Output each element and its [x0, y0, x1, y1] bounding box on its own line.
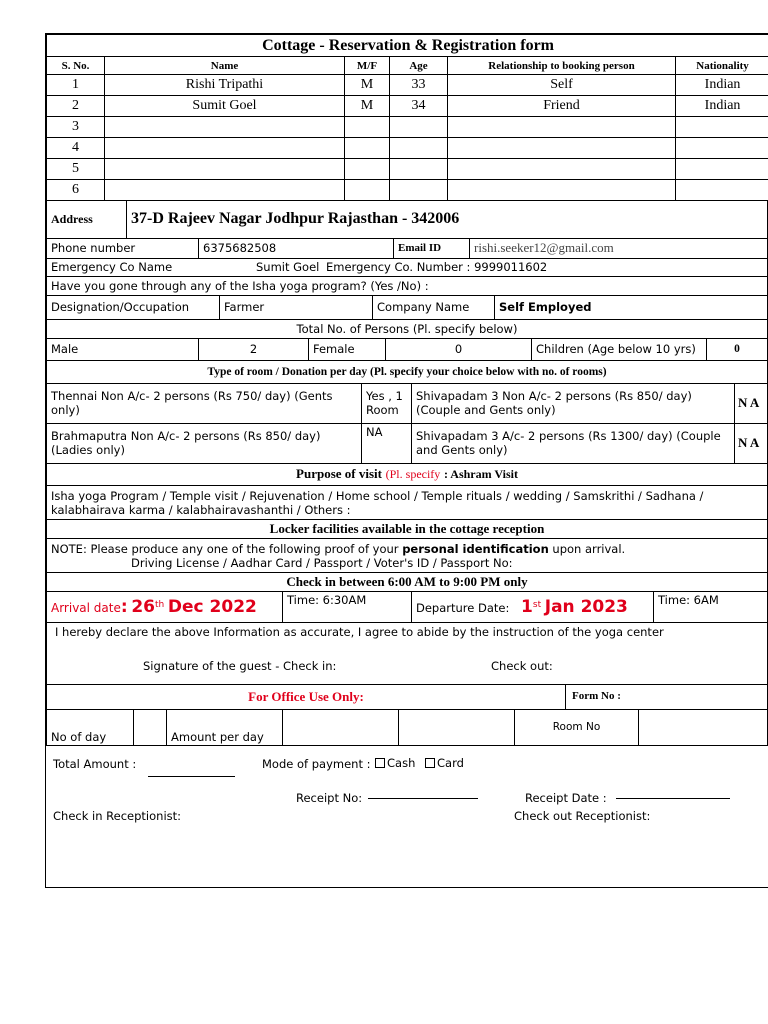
room-shivapadam-ac-choice[interactable]: N A [735, 423, 768, 463]
person-gender[interactable] [345, 138, 390, 159]
payment-section [46, 746, 768, 826]
arrival-rest[interactable]: Dec 2022 [167, 596, 257, 617]
female-value[interactable]: 0 [386, 339, 532, 361]
person-age[interactable] [390, 159, 448, 180]
header-nationality: Nationality [676, 57, 768, 75]
person-sno: 5 [47, 159, 105, 180]
room-thennai-choice[interactable]: Yes , 1 Room [362, 383, 412, 423]
reservation-form [45, 33, 768, 888]
male-label: Male [47, 339, 199, 361]
checkin-heading: Check in between 6:00 AM to 9:00 PM only [47, 573, 768, 592]
emergency-name-label: Emergency Co Name [51, 260, 173, 275]
persons-count-table [46, 320, 768, 339]
no-of-day-label: No of day [47, 710, 134, 745]
departure-label: Departure Date: [416, 600, 510, 615]
departure-rest[interactable]: Jan 2023 [544, 596, 628, 617]
card-checkbox[interactable] [425, 758, 435, 768]
amount-per-day-input[interactable] [283, 710, 399, 745]
table-row [47, 117, 768, 138]
header-name: Name [105, 57, 345, 75]
locker-heading: Locker facilities available in the cottage reception [47, 520, 768, 539]
signature-label: Signature of the guest - Check in: [143, 658, 337, 673]
room-type-table [46, 361, 768, 464]
mode-of-payment-label: Mode of payment : [262, 756, 371, 771]
cash-checkbox[interactable] [375, 758, 385, 768]
note-prefix: NOTE: Please produce any one of the following proof of your [51, 541, 399, 556]
person-relationship[interactable]: Self [448, 75, 676, 96]
isha-question[interactable]: Have you gone through any of the Isha yoga program? (Yes /No) : [47, 276, 768, 295]
room-thennai: Thennai Non A/c- 2 persons (Rs 750/ day) (Gents only) [47, 383, 362, 423]
purpose-label: Purpose of visit [296, 466, 382, 482]
form-title: Cottage - Reservation & Registration form [47, 35, 768, 57]
purpose-specify: (Pl. specify [385, 467, 441, 482]
person-name[interactable] [105, 180, 345, 201]
table-row [47, 138, 768, 159]
office-use-table [46, 710, 768, 746]
person-name[interactable] [105, 159, 345, 180]
person-nationality[interactable] [676, 117, 768, 138]
person-gender[interactable]: M [345, 75, 390, 96]
table-row [47, 180, 768, 201]
total-amount-line[interactable] [148, 776, 235, 777]
room-type-heading: Type of room / Donation per day (Pl. specify your choice below with no. of rooms) [47, 361, 768, 383]
person-sno: 4 [47, 138, 105, 159]
header-age: Age [390, 57, 448, 75]
person-age[interactable]: 33 [390, 75, 448, 96]
declaration-table [46, 623, 768, 711]
declaration-text: I hereby declare the above Information as accurate, I agree to abide by the instruction of the yoga center [55, 624, 664, 639]
arrival-suffix: th [155, 599, 165, 610]
emergency-name-value[interactable]: Sumit Goel [256, 260, 320, 275]
header-relationship: Relationship to booking person [448, 57, 676, 75]
note-suffix: upon arrival. [552, 541, 626, 556]
room-brahmaputra-choice[interactable]: NA [362, 423, 412, 463]
room-brahmaputra: Brahmaputra Non A/c- 2 persons (Rs 850/ day) (Ladies only) [47, 423, 362, 463]
purpose-options: Isha yoga Program / Temple visit / Rejuvenation / Home school / Temple rituals / wedding / Samskrithi / Sadhana / kalabhairava karma / kalabhairavashanthi / Others : [47, 486, 768, 520]
person-gender[interactable]: M [345, 96, 390, 117]
person-gender[interactable] [345, 180, 390, 201]
table-row [47, 75, 768, 96]
person-name[interactable] [105, 138, 345, 159]
contact-table [46, 239, 768, 260]
total-persons-label: Total No. of Persons (Pl. specify below) [47, 320, 768, 338]
person-sno: 6 [47, 180, 105, 201]
arrival-colon: : [120, 596, 128, 617]
card-label: Card [437, 755, 464, 770]
emergency-number[interactable]: Emergency Co. Number : 9999011602 [326, 260, 548, 275]
designation-label: Designation/Occupation [47, 296, 220, 320]
gender-count-table [46, 339, 768, 362]
children-label: Children (Age below 10 yrs) [532, 339, 707, 361]
female-label: Female [309, 339, 386, 361]
receipt-no-line[interactable] [368, 798, 478, 799]
children-value[interactable]: 0 [707, 339, 768, 361]
checkout-label: Check out: [491, 658, 553, 673]
person-sno: 2 [47, 96, 105, 117]
person-relationship[interactable] [448, 138, 676, 159]
room-shivapadam-nonac: Shivapadam 3 Non A/c- 2 persons (Rs 850/ day) (Couple and Gents only) [412, 383, 735, 423]
arrival-time[interactable]: Time: 6:30AM [283, 592, 412, 622]
person-nationality[interactable]: Indian [676, 96, 768, 117]
person-name[interactable]: Sumit Goel [105, 96, 345, 117]
person-age[interactable] [390, 138, 448, 159]
person-gender[interactable] [345, 117, 390, 138]
office-use-row [47, 685, 768, 710]
company-value[interactable]: Self Employed [495, 296, 768, 320]
dates-table [46, 592, 768, 623]
company-label: Company Name [373, 296, 495, 320]
note-bold: personal identification [402, 541, 549, 556]
person-name[interactable] [105, 117, 345, 138]
total-amount-label: Total Amount : [53, 756, 137, 771]
address-label: Address [47, 201, 127, 238]
person-age[interactable] [390, 180, 448, 201]
departure-day[interactable]: 1 [521, 596, 533, 617]
occupation-table [46, 296, 768, 321]
phone-label: Phone number [47, 239, 199, 259]
receipt-no-label: Receipt No: [296, 790, 363, 805]
person-age[interactable] [390, 117, 448, 138]
room-no-input[interactable] [639, 710, 768, 745]
person-nationality[interactable]: Indian [676, 75, 768, 96]
person-age[interactable]: 34 [390, 96, 448, 117]
room-no-label: Room No [515, 710, 639, 745]
phone-value[interactable]: 6375682508 [199, 239, 394, 259]
emergency-table [46, 259, 768, 296]
email-label: Email ID [394, 239, 470, 259]
address-table [46, 201, 768, 239]
departure-time[interactable]: Time: 6AM [654, 592, 768, 622]
cash-option[interactable] [375, 756, 464, 770]
cash-label: Cash [387, 755, 416, 770]
checkin-receptionist-label: Check in Receptionist: [53, 808, 182, 823]
office-blank-field[interactable] [399, 710, 515, 745]
room-shivapadam-ac: Shivapadam 3 A/c- 2 persons (Rs 1300/ day) (Couple and Gents only) [412, 423, 735, 463]
table-row [47, 96, 768, 117]
person-name[interactable]: Rishi Tripathi [105, 75, 345, 96]
receipt-date-line[interactable] [616, 798, 730, 799]
form-no-label: Form No : [565, 685, 767, 709]
person-relationship[interactable]: Friend [448, 96, 676, 117]
amount-per-day-label: Amount per day [167, 710, 283, 745]
table-row [47, 159, 768, 180]
purpose-row [47, 464, 768, 486]
male-value[interactable]: 2 [199, 339, 309, 361]
person-sno: 3 [47, 117, 105, 138]
purpose-table [46, 464, 768, 593]
person-nationality[interactable] [676, 159, 768, 180]
person-gender[interactable] [345, 159, 390, 180]
person-sno: 1 [47, 75, 105, 96]
designation-value[interactable]: Farmer [220, 296, 373, 320]
checkout-receptionist-label: Check out Receptionist: [514, 808, 651, 823]
departure-suffix: st [532, 599, 542, 610]
person-relationship[interactable] [448, 117, 676, 138]
id-list: Driving License / Aadhar Card / Passport / Voter's ID / Passport No: [131, 555, 513, 570]
arrival-label: Arrival date [51, 600, 121, 615]
person-relationship[interactable] [448, 159, 676, 180]
receipt-date-label: Receipt Date : [525, 790, 607, 805]
person-relationship[interactable] [448, 180, 676, 201]
office-use-label: For Office Use Only: [248, 689, 364, 704]
purpose-value[interactable]: : Ashram Visit [443, 467, 518, 482]
header-sno: S. No. [47, 57, 105, 75]
person-nationality[interactable] [676, 180, 768, 201]
address-value[interactable]: 37-D Rajeev Nagar Jodhpur Rajasthan - 342006 [127, 201, 768, 238]
email-value[interactable]: rishi.seeker12@gmail.com [470, 239, 768, 259]
no-of-day-input[interactable] [134, 710, 167, 745]
persons-table [46, 34, 768, 201]
room-shivapadam-nonac-choice[interactable]: N A [735, 383, 768, 423]
arrival-day[interactable]: 26 [131, 596, 156, 617]
person-nationality[interactable] [676, 138, 768, 159]
header-mf: M/F [345, 57, 390, 75]
